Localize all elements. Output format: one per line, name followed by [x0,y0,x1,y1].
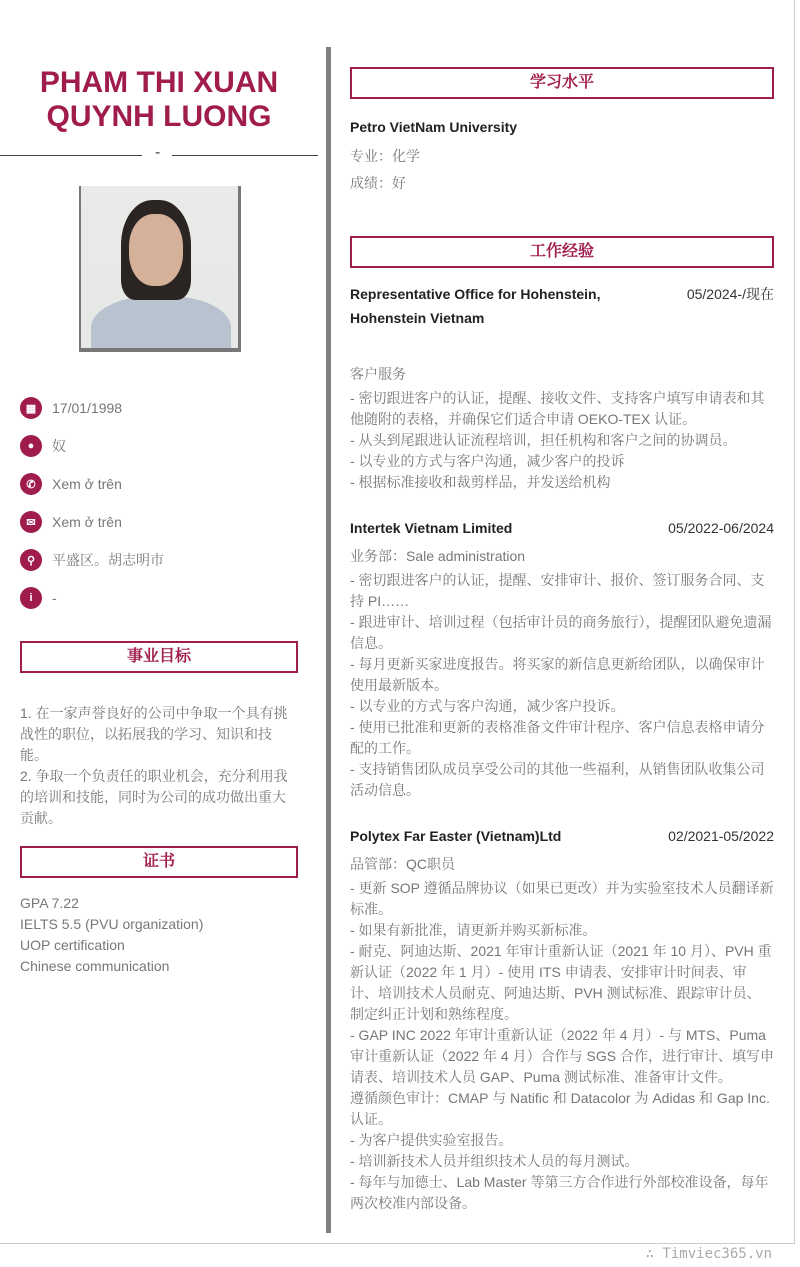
contact-list [20,389,164,617]
calendar-icon: ▦ [20,397,42,419]
experience-heading: 工作经验 [350,236,774,268]
contact-text: Xem ở trên [52,514,122,530]
contact-item [20,541,164,579]
certificate-item: UOP certification [20,937,125,953]
profile-photo [79,186,241,352]
school-name: Petro VietNam University [350,119,518,135]
contact-item [20,465,164,503]
email-icon: ✉ [20,511,42,533]
job-duty: - 耐克、阿迪达斯、2021 年审计重新认证（2021 年 10 月）、PVH 重新认证（2022 年 1 月）- 使用 ITS 申请表、安排审计时间表、审计、培训技术人员耐克、阿迪达斯、PVH 测试标准、跟踪审计员、制定纠正计划和熟练程度。 [350,943,772,1022]
job-duty: - 从头到尾跟进认证流程培训，担任机构和客户之间的协调员。 [350,432,737,448]
objective-text [20,703,298,829]
contact-text: Xem ở trên [52,476,122,492]
job-duty: - 密切跟进客户的认证，提醒、安排审计、报价、签订服务合同、支持 PI…… [350,572,765,609]
job-date: 05/2022-06/2024 [668,520,774,536]
job-duty: - GAP INC 2022 年审计重新认证（2022 年 4 月）- 与 MTS、Puma 审计重新认证（2022 年 4 月）合作与 SGS 合作，进行审计、填写申请表、培训技术人员 GAP、Puma 测试标准、准备审计文件。 [350,1027,774,1085]
footer-brand: ∴ Timviec365.vn [645,1246,772,1262]
job-entry [350,282,774,493]
education-heading: 学习水平 [350,67,774,99]
certificates-heading: 证书 [20,846,298,878]
company-name: Intertek Vietnam Limited [350,520,513,536]
job-duty: - 如果有新批准，请更新并购买新标准。 [350,922,597,938]
column-divider [326,47,331,1233]
job-date: 02/2021-05/2022 [668,828,774,844]
company-name: Polytex Far Easter (Vietnam)Ltd [350,828,562,844]
contact-item [20,427,164,465]
contact-item [20,389,164,427]
company-name: Representative Office for Hohenstein, Hohenstein Vietnam [350,286,601,326]
job-duty: - 每月更新买家进度报告。将买家的新信息更新给团队，以确保审计使用最新版本。 [350,656,765,693]
candidate-name: PHAM THI XUAN QUYNH LUONG [39,66,279,133]
job-duty: - 跟进审计、培训过程（包括审计员的商务旅行），提醒团队避免遗漏信息。 [350,614,772,651]
experience-section [350,236,774,1214]
contact-text: 奴 [52,438,66,454]
certificate-item: Chinese communication [20,958,170,974]
job-duty: - 密切跟进客户的认证，提醒、接收文件、支持客户填写申请表和其他随附的表格，并确保它们适合申请 OEKO-TEX 认证。 [350,390,765,427]
divider-line [172,155,318,156]
certificate-item: IELTS 5.5 (PVU organization) [20,916,204,932]
certificate-item: GPA 7.22 [20,895,79,911]
grade: 成绩：好 [350,175,406,191]
contact-text: - [52,590,57,606]
subtitle: - [155,144,161,161]
job-duty: - 为客户提供实验室报告。 [350,1132,513,1148]
job-position: 客户服务 [350,366,406,382]
contact-item [20,579,164,617]
user-icon: ● [20,435,42,457]
job-entry [350,824,774,1214]
job-duty: - 根据标准接收和裁剪样品，并发送给机构 [350,474,611,490]
objective-heading: 事业目标 [20,641,298,673]
contact-item [20,503,164,541]
job-duty: - 以专业的方式与客户沟通，减少客户的投诉 [350,453,625,469]
job-duty: 遵循颜色审计：CMAP 与 Natific 和 Datacolor 为 Adidas 和 Gap Inc. 认证。 [350,1090,770,1127]
location-icon: ⚲ [20,549,42,571]
job-position: 品管部：QC职员 [350,856,455,872]
contact-text: 平盛区。胡志明市 [52,552,164,568]
major: 专业：化学 [350,148,420,164]
info-icon: i [20,587,42,609]
education-section [350,67,774,197]
divider-line [0,155,142,156]
job-entry [350,516,774,801]
certificates-list [20,893,298,977]
job-position: 业务部：Sale administration [350,548,526,564]
objective-line: 1. 在一家声誉良好的公司中争取一个具有挑战性的职位，以拓展我的学习、知识和技能。 [20,705,288,763]
phone-icon: ✆ [20,473,42,495]
objective-line: 2. 争取一个负责任的职业机会，充分利用我的培训和技能，同时为公司的成功做出重大贡献。 [20,768,288,826]
job-duty: - 培训新技术人员并组织技术人员的每月测试。 [350,1153,639,1169]
job-duty: - 支持销售团队成员享受公司的其他一些福利，从销售团队收集公司活动信息。 [350,761,765,798]
job-duty: - 使用已批准和更新的表格准备文件审计程序、客户信息表格申请分配的工作。 [350,719,765,756]
job-duty: - 以专业的方式与客户沟通，减少客户投诉。 [350,698,625,714]
contact-text: 17/01/1998 [52,400,123,416]
job-duty: - 每年与加德士、Lab Master 等第三方合作进行外部校准设备，每年两次校准内部设备。 [350,1174,769,1211]
job-duty: - 更新 SOP 遵循品牌协议（如果已更改）并为实验室技术人员翻译新标准。 [350,880,774,917]
job-date: 05/2024-/现在 [686,286,774,302]
